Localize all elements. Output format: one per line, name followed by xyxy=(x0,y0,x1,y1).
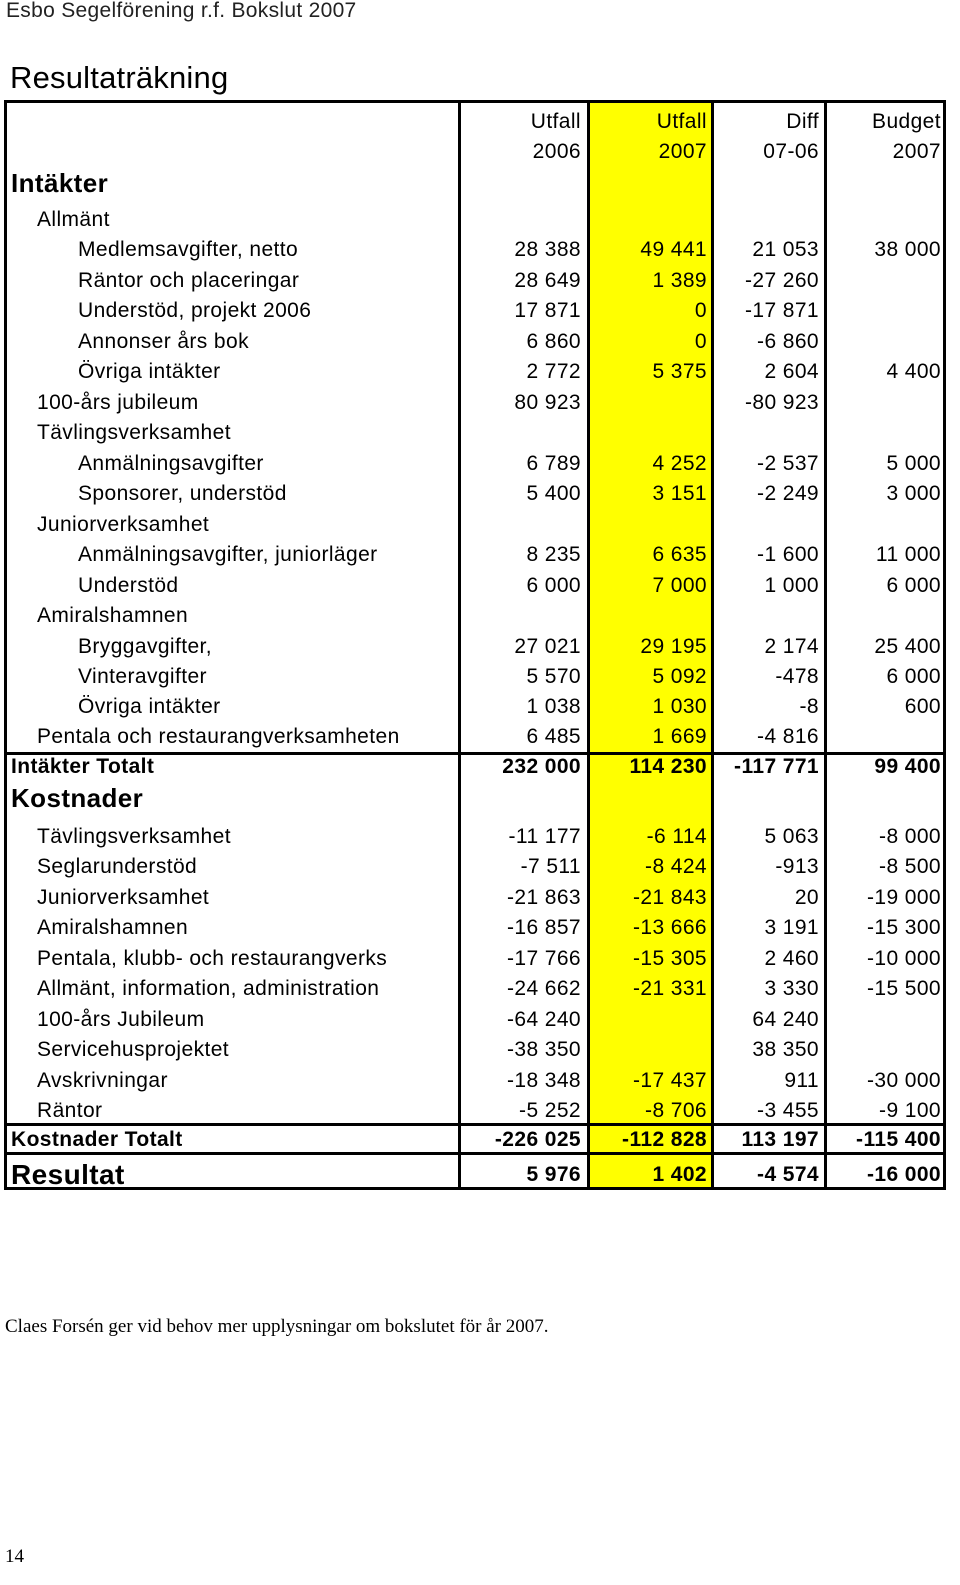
table-row xyxy=(7,1125,943,1155)
table-row xyxy=(7,913,943,943)
cell-diff-07-06: -27 260 xyxy=(744,269,819,292)
cell-diff-07-06: -2 537 xyxy=(757,452,819,475)
table-row xyxy=(7,1035,943,1065)
table-row xyxy=(7,235,943,265)
cell-utfall-2007: -13 666 xyxy=(632,916,707,939)
cell-utfall-2006: 28 649 xyxy=(514,269,581,292)
cell-utfall-2007: -8 706 xyxy=(645,1099,707,1122)
column-header-line: Budget xyxy=(872,110,941,133)
cell-utfall-2006: 5 400 xyxy=(526,482,581,505)
cell-diff-07-06: 38 350 xyxy=(752,1038,819,1061)
row-label: Räntor och placeringar xyxy=(78,269,300,292)
table-row xyxy=(7,418,943,448)
document-header: Esbo Segelförening r.f. Bokslut 2007 xyxy=(6,0,357,22)
cell-budget-2007: -10 000 xyxy=(866,947,941,970)
row-label: Vinteravgifter xyxy=(78,665,207,688)
cell-budget-2007: 38 000 xyxy=(874,238,941,261)
table-row xyxy=(7,852,943,882)
table-row xyxy=(7,632,943,662)
cell-diff-07-06: 3 191 xyxy=(764,916,819,939)
cell-diff-07-06: -4 574 xyxy=(757,1163,819,1186)
cell-utfall-2007: -15 305 xyxy=(632,947,707,970)
row-label: Anmälningsavgifter, juniorläger xyxy=(78,543,378,566)
row-label: Intäkter Totalt xyxy=(11,755,155,778)
cell-utfall-2006: 6 000 xyxy=(526,574,581,597)
cell-budget-2007: 99 400 xyxy=(874,755,941,778)
cell-utfall-2006: 1 038 xyxy=(526,695,581,718)
cell-diff-07-06: -117 771 xyxy=(734,755,819,778)
cell-budget-2007: -115 400 xyxy=(856,1128,941,1151)
cell-utfall-2007: -21 843 xyxy=(632,886,707,909)
column-header-line: 2007 xyxy=(892,140,941,163)
cell-diff-07-06: -913 xyxy=(775,855,819,878)
cell-utfall-2006: -38 350 xyxy=(506,1038,581,1061)
table-row xyxy=(7,1066,943,1096)
cell-budget-2007: 4 400 xyxy=(886,360,941,383)
cell-utfall-2006: 6 789 xyxy=(526,452,581,475)
table-row xyxy=(7,540,943,570)
cell-utfall-2007: -6 114 xyxy=(646,825,707,848)
cell-diff-07-06: -1 600 xyxy=(757,543,819,566)
cell-budget-2007: -19 000 xyxy=(866,886,941,909)
row-label: Avskrivningar xyxy=(37,1069,168,1092)
table-row xyxy=(7,601,943,631)
table-row xyxy=(7,571,943,601)
cell-budget-2007: -8 000 xyxy=(879,825,941,848)
cell-diff-07-06: 20 xyxy=(794,886,819,909)
cell-utfall-2006: 27 021 xyxy=(514,635,581,658)
row-label: Intäkter xyxy=(11,168,109,198)
cell-budget-2007: 6 000 xyxy=(886,665,941,688)
cell-utfall-2006: -21 863 xyxy=(506,886,581,909)
table-row xyxy=(7,205,943,235)
cell-diff-07-06: 2 604 xyxy=(764,360,819,383)
table-row xyxy=(7,783,943,813)
row-label: Servicehusprojektet xyxy=(37,1038,230,1061)
table-row xyxy=(7,266,943,296)
row-label: Understöd xyxy=(78,574,179,597)
cell-budget-2007: 5 000 xyxy=(886,452,941,475)
page-number: 14 xyxy=(5,1546,24,1567)
table-row xyxy=(7,327,943,357)
table-row xyxy=(7,974,943,1004)
table-row xyxy=(7,168,943,198)
row-label: Amiralshamnen xyxy=(37,916,189,939)
column-header-budget-2007 xyxy=(830,107,941,167)
row-label: Allmänt, information, administration xyxy=(37,977,380,1000)
cell-utfall-2007: 29 195 xyxy=(640,635,707,658)
column-header-line: 2006 xyxy=(532,140,581,163)
cell-budget-2007: -16 000 xyxy=(866,1163,941,1186)
row-label: Juniorverksamhet xyxy=(37,886,210,909)
cell-diff-07-06: 64 240 xyxy=(752,1008,819,1031)
column-header-line: 07-06 xyxy=(763,140,819,163)
cell-utfall-2007: -21 331 xyxy=(632,977,707,1000)
row-label: Understöd, projekt 2006 xyxy=(78,299,312,322)
cell-diff-07-06: -6 860 xyxy=(757,330,819,353)
column-header-line: 2007 xyxy=(658,140,707,163)
cell-diff-07-06: -478 xyxy=(775,665,819,688)
row-label: Bryggavgifter, xyxy=(78,635,212,658)
cell-utfall-2006: -7 511 xyxy=(520,855,581,878)
cell-diff-07-06: -80 923 xyxy=(744,391,819,414)
column-header-line: Utfall xyxy=(656,110,707,133)
table-row xyxy=(7,692,943,722)
cell-utfall-2006: -16 857 xyxy=(506,916,581,939)
cell-utfall-2007: 6 635 xyxy=(652,543,707,566)
row-label: Pentala och restaurangverksamheten xyxy=(37,725,400,748)
table-row xyxy=(7,662,943,692)
table-row xyxy=(7,722,943,752)
cell-utfall-2007: -17 437 xyxy=(632,1069,707,1092)
column-header-line: Utfall xyxy=(530,110,581,133)
report-title: Resultaträkning xyxy=(10,60,229,95)
cell-utfall-2007: 3 151 xyxy=(652,482,707,505)
row-label: Övriga intäkter xyxy=(78,695,221,718)
cell-budget-2007: -15 500 xyxy=(866,977,941,1000)
cell-utfall-2006: 6 485 xyxy=(526,725,581,748)
table-row xyxy=(7,296,943,326)
cell-utfall-2007: 1 669 xyxy=(652,725,707,748)
cell-utfall-2006: 232 000 xyxy=(502,755,581,778)
footer-note: Claes Forsén ger vid behov mer upplysningar om bokslutet för år 2007. xyxy=(5,1316,549,1337)
row-label: Resultat xyxy=(11,1159,125,1190)
column-header-diff xyxy=(717,107,819,167)
cell-utfall-2007: 1 402 xyxy=(652,1163,707,1186)
table-row xyxy=(7,752,943,782)
cell-utfall-2006: 2 772 xyxy=(526,360,581,383)
table-row xyxy=(7,883,943,913)
column-header-utfall-2007 xyxy=(590,107,707,167)
table-row xyxy=(7,510,943,540)
cell-utfall-2007: 4 252 xyxy=(652,452,707,475)
cell-budget-2007: 3 000 xyxy=(886,482,941,505)
cell-diff-07-06: -17 871 xyxy=(744,299,819,322)
cell-utfall-2006: 5 976 xyxy=(526,1163,581,1186)
cell-utfall-2007: 0 xyxy=(694,299,707,322)
cell-budget-2007: -15 300 xyxy=(866,916,941,939)
cell-utfall-2006: 5 570 xyxy=(526,665,581,688)
row-label: Allmänt xyxy=(37,208,110,231)
cell-utfall-2007: 114 230 xyxy=(629,755,707,778)
cell-utfall-2007: 1 030 xyxy=(652,695,707,718)
row-label: Tävlingsverksamhet xyxy=(37,421,231,444)
table-row xyxy=(7,479,943,509)
cell-diff-07-06: 5 063 xyxy=(764,825,819,848)
row-label: Medlemsavgifter, netto xyxy=(78,238,299,261)
cell-utfall-2007: -8 424 xyxy=(645,855,707,878)
cell-budget-2007: -8 500 xyxy=(879,855,941,878)
column-header-utfall-2006 xyxy=(460,107,581,167)
cell-utfall-2006: -11 177 xyxy=(508,825,581,848)
table-row xyxy=(7,944,943,974)
cell-utfall-2006: -64 240 xyxy=(506,1008,581,1031)
cell-utfall-2007: 5 092 xyxy=(652,665,707,688)
row-label: Seglarunderstöd xyxy=(37,855,198,878)
table-row xyxy=(7,822,943,852)
cell-utfall-2006: -18 348 xyxy=(506,1069,581,1092)
cell-diff-07-06: 2 174 xyxy=(764,635,819,658)
row-label: Kostnader xyxy=(11,783,144,813)
cell-diff-07-06: -8 xyxy=(799,695,819,718)
column-header-line: Diff xyxy=(786,110,819,133)
cell-diff-07-06: 21 053 xyxy=(752,238,819,261)
cell-utfall-2007: 7 000 xyxy=(652,574,707,597)
row-label: Pentala, klubb- och restaurangverks xyxy=(37,947,388,970)
row-label: Övriga intäkter xyxy=(78,360,221,383)
row-label: 100-års jubileum xyxy=(37,391,199,414)
row-label: 100-års Jubileum xyxy=(37,1008,205,1031)
cell-diff-07-06: -4 816 xyxy=(757,725,819,748)
cell-budget-2007: 11 000 xyxy=(875,543,941,566)
row-label: Tävlingsverksamhet xyxy=(37,825,231,848)
cell-utfall-2006: 80 923 xyxy=(514,391,581,414)
cell-utfall-2006: 6 860 xyxy=(526,330,581,353)
row-label: Juniorverksamhet xyxy=(37,513,210,536)
cell-utfall-2006: 8 235 xyxy=(526,543,581,566)
cell-utfall-2007: 5 375 xyxy=(652,360,707,383)
cell-diff-07-06: -2 249 xyxy=(757,482,819,505)
cell-diff-07-06: -3 455 xyxy=(757,1099,819,1122)
row-label: Kostnader Totalt xyxy=(11,1128,183,1151)
cell-utfall-2006: -226 025 xyxy=(494,1128,581,1151)
table-row xyxy=(7,1005,943,1035)
cell-utfall-2006: 28 388 xyxy=(514,238,581,261)
table-row xyxy=(7,1096,943,1126)
cell-diff-07-06: 113 197 xyxy=(741,1128,819,1151)
row-label: Amiralshamnen xyxy=(37,604,189,627)
cell-budget-2007: 6 000 xyxy=(886,574,941,597)
cell-utfall-2006: -5 252 xyxy=(519,1099,581,1122)
row-label: Anmälningsavgifter xyxy=(78,452,264,475)
cell-budget-2007: 600 xyxy=(904,695,941,718)
income-statement-table xyxy=(4,100,946,1190)
table-row xyxy=(7,1158,943,1190)
row-label: Sponsorer, understöd xyxy=(78,482,287,505)
cell-utfall-2007: 49 441 xyxy=(640,238,707,261)
cell-budget-2007: -30 000 xyxy=(866,1069,941,1092)
row-label: Räntor xyxy=(37,1099,103,1122)
cell-utfall-2007: 0 xyxy=(694,330,707,353)
cell-utfall-2006: -24 662 xyxy=(506,977,581,1000)
table-row xyxy=(7,357,943,387)
cell-diff-07-06: 911 xyxy=(784,1069,819,1092)
row-label: Annonser års bok xyxy=(78,330,249,353)
cell-utfall-2007: -112 828 xyxy=(622,1128,707,1151)
table-row xyxy=(7,388,943,418)
cell-budget-2007: -9 100 xyxy=(879,1099,941,1122)
cell-budget-2007: 25 400 xyxy=(874,635,941,658)
cell-utfall-2006: -17 766 xyxy=(506,947,581,970)
table-row xyxy=(7,449,943,479)
cell-utfall-2007: 1 389 xyxy=(652,269,707,292)
cell-diff-07-06: 2 460 xyxy=(764,947,819,970)
cell-diff-07-06: 1 000 xyxy=(764,574,819,597)
cell-diff-07-06: 3 330 xyxy=(764,977,819,1000)
cell-utfall-2006: 17 871 xyxy=(514,299,581,322)
